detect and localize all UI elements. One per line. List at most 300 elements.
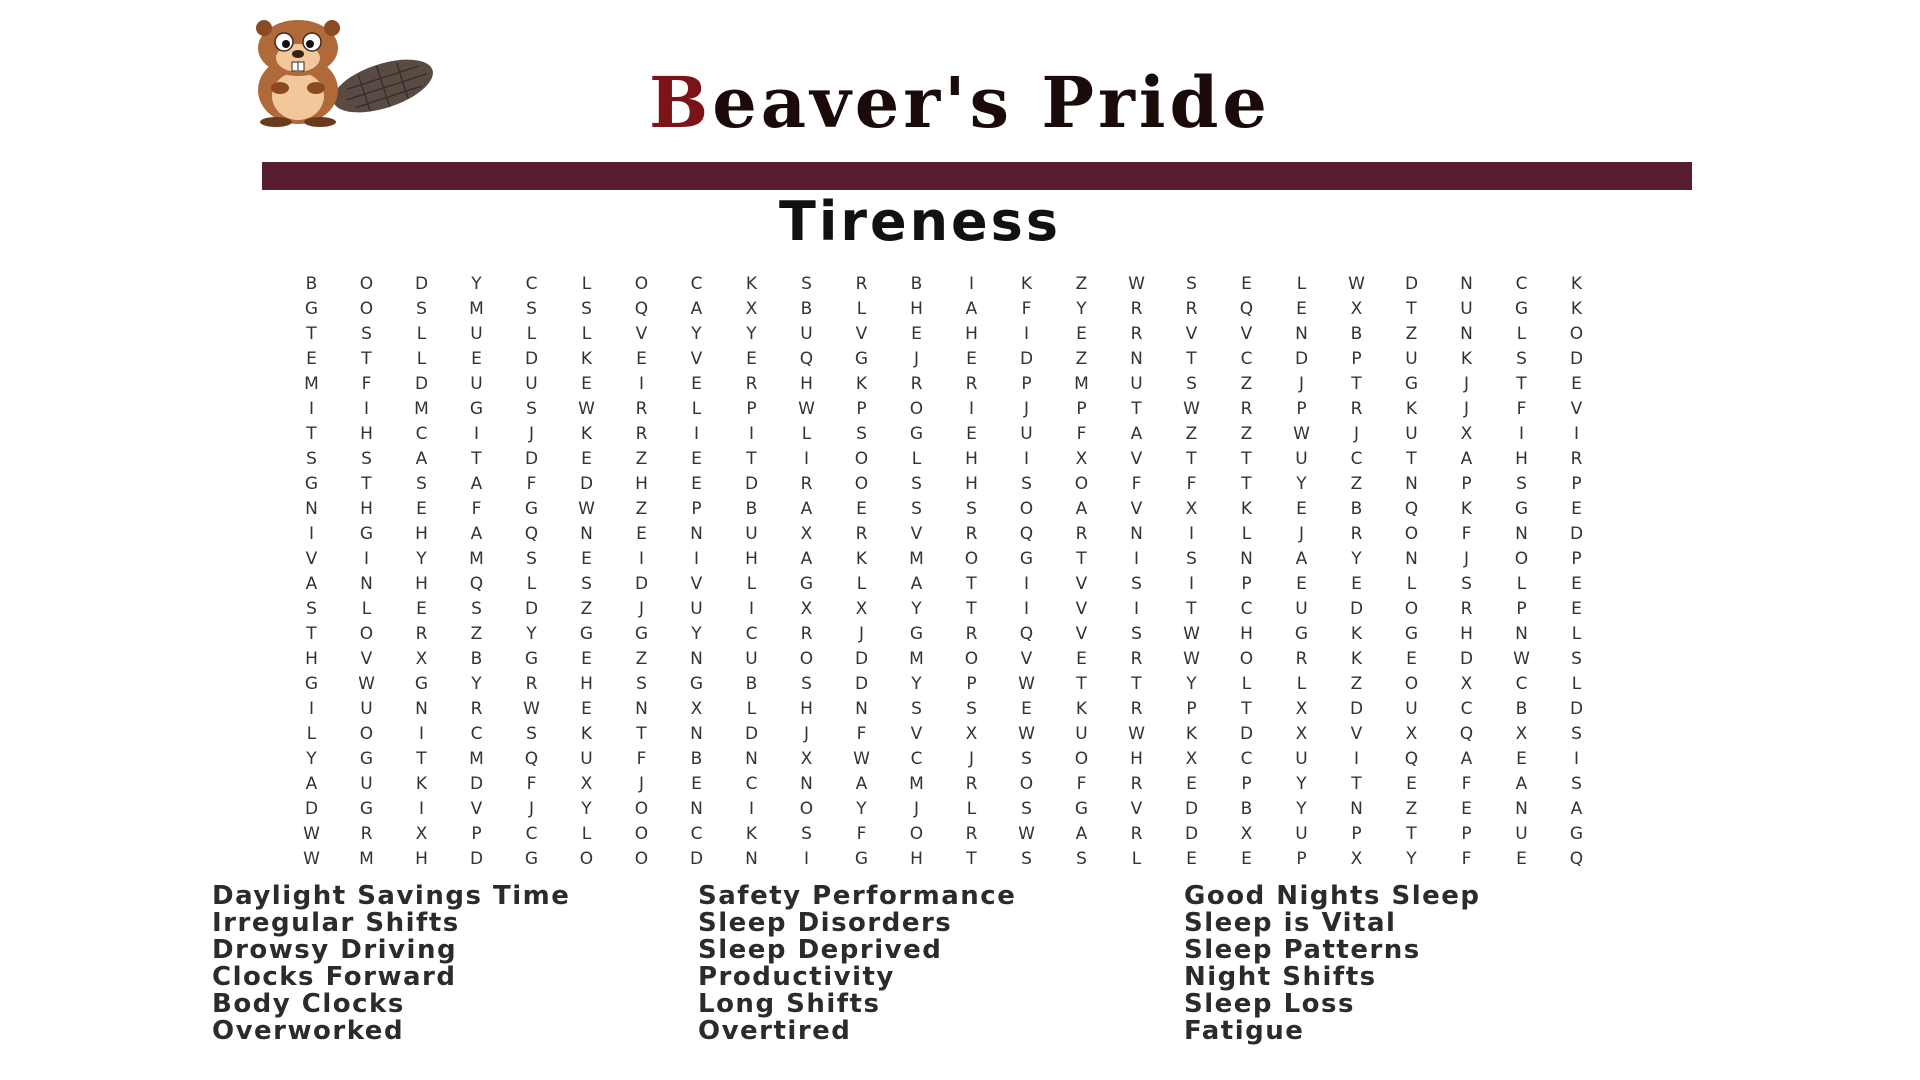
grid-letter: Y — [1296, 474, 1307, 494]
grid-letter: O — [359, 624, 374, 644]
grid-letter: A — [470, 524, 483, 544]
grid-letter: S — [526, 299, 537, 319]
grid-letter: W — [578, 499, 595, 519]
grid-letter: G — [414, 674, 429, 694]
grid-letter: S — [416, 299, 427, 319]
grid-letter: Z — [1240, 374, 1253, 394]
grid-letter: U — [745, 524, 758, 544]
grid-letter: W — [1018, 674, 1035, 694]
grid-letter: I — [308, 699, 314, 719]
brand-title — [580, 61, 1340, 144]
grid-letter: P — [966, 674, 977, 694]
grid-letter: E — [581, 374, 592, 394]
grid-letter: Y — [581, 799, 592, 819]
grid-letter: X — [1350, 849, 1363, 869]
grid-letter: L — [1131, 849, 1142, 869]
grid-letter: R — [910, 374, 923, 394]
grid-letter: O — [1514, 549, 1529, 569]
grid-letter: G — [689, 674, 704, 694]
grid-letter: W — [1018, 724, 1035, 744]
grid-letter: Y — [306, 749, 317, 769]
grid-letter: K — [855, 549, 868, 569]
grid-letter: Y — [526, 624, 537, 644]
grid-letter: G — [909, 424, 924, 444]
grid-letter: S — [581, 299, 592, 319]
grid-letter: I — [638, 549, 644, 569]
grid-letter: A — [1570, 799, 1583, 819]
grid-letter: V — [855, 324, 868, 344]
grid-letter: S — [911, 474, 922, 494]
grid-letter: O — [1074, 474, 1089, 494]
grid-letter: K — [1020, 274, 1033, 294]
grid-letter: W — [853, 749, 870, 769]
grid-letter: X — [1185, 499, 1198, 519]
grid-letter: S — [526, 399, 537, 419]
grid-letter: E — [636, 524, 647, 544]
grid-letter: L — [856, 574, 867, 594]
grid-letter: E — [1296, 499, 1307, 519]
grid-letter: H — [965, 474, 978, 494]
grid-letter: J — [858, 624, 864, 644]
grid-letter: I — [1023, 574, 1029, 594]
grid-letter: S — [306, 449, 317, 469]
grid-letter: E — [1241, 274, 1252, 294]
grid-letter: X — [415, 649, 428, 669]
grid-letter: T — [361, 349, 372, 369]
grid-letter: N — [1460, 274, 1473, 294]
grid-letter: U — [690, 599, 703, 619]
grid-letter: Z — [635, 449, 648, 469]
grid-letter: L — [1241, 524, 1252, 544]
grid-letter: V — [1130, 499, 1143, 519]
grid-letter: S — [856, 424, 867, 444]
word-search-grid — [284, 272, 1604, 872]
word-list-item: Good Nights Sleep — [1184, 881, 1481, 911]
grid-letter: J — [1463, 549, 1469, 569]
grid-letter: L — [1241, 674, 1252, 694]
grid-letter: A — [800, 499, 813, 519]
grid-letter: W — [578, 399, 595, 419]
grid-letter: X — [800, 599, 813, 619]
grid-letter: U — [745, 649, 758, 669]
grid-letter: X — [690, 699, 703, 719]
grid-letter: G — [1074, 799, 1089, 819]
grid-letter: R — [1130, 324, 1143, 344]
grid-letter: Q — [1019, 624, 1034, 644]
grid-letter: Y — [1296, 799, 1307, 819]
grid-letter: X — [855, 599, 868, 619]
grid-letter: K — [1460, 349, 1473, 369]
grid-letter: P — [1571, 474, 1582, 494]
grid-letter: J — [638, 599, 644, 619]
grid-letter: T — [966, 599, 977, 619]
grid-letter: T — [1351, 774, 1362, 794]
grid-letter: K — [1350, 624, 1363, 644]
grid-letter: V — [1130, 799, 1143, 819]
grid-letter: S — [911, 699, 922, 719]
grid-letter: X — [1515, 724, 1528, 744]
grid-letter: F — [1461, 524, 1472, 544]
grid-letter: A — [470, 474, 483, 494]
grid-letter: J — [638, 774, 644, 794]
grid-letter: L — [801, 424, 812, 444]
grid-letter: V — [690, 349, 703, 369]
grid-letter: F — [1461, 849, 1472, 869]
grid-letter: R — [1130, 649, 1143, 669]
grid-letter: V — [305, 549, 318, 569]
grid-letter: Y — [691, 324, 702, 344]
beaver-mascot-icon — [218, 18, 438, 128]
grid-letter: A — [1460, 749, 1473, 769]
grid-letter: L — [966, 799, 977, 819]
grid-letter: R — [745, 374, 758, 394]
grid-letter: Y — [1186, 674, 1197, 694]
grid-letter: O — [1404, 674, 1419, 694]
grid-letter: D — [1019, 349, 1034, 369]
grid-letter: L — [691, 399, 702, 419]
grid-letter: T — [306, 324, 317, 344]
grid-letter: P — [1516, 599, 1527, 619]
grid-letter: L — [1296, 274, 1307, 294]
grid-letter: J — [913, 799, 919, 819]
grid-letter: A — [910, 574, 923, 594]
grid-letter: Y — [1296, 774, 1307, 794]
grid-letter: X — [1295, 724, 1308, 744]
grid-letter: W — [358, 674, 375, 694]
grid-letter: R — [800, 624, 813, 644]
grid-letter: I — [1023, 599, 1029, 619]
grid-letter: N — [1130, 349, 1143, 369]
grid-letter: E — [691, 449, 702, 469]
grid-letter: C — [690, 824, 703, 844]
grid-letter: Z — [580, 599, 593, 619]
grid-letter: F — [526, 474, 537, 494]
grid-letter: K — [1240, 499, 1253, 519]
grid-letter: K — [580, 724, 593, 744]
grid-letter: G — [1404, 374, 1419, 394]
grid-letter: T — [471, 449, 482, 469]
grid-letter: I — [803, 849, 809, 869]
grid-letter: T — [306, 424, 317, 444]
grid-letter: D — [744, 474, 759, 494]
grid-letter: E — [746, 349, 757, 369]
grid-letter: J — [1023, 399, 1029, 419]
grid-letter: V — [635, 324, 648, 344]
grid-letter: F — [1076, 424, 1087, 444]
grid-letter: Q — [1019, 524, 1034, 544]
grid-letter: A — [1515, 774, 1528, 794]
grid-letter: K — [1405, 399, 1418, 419]
grid-letter: E — [1516, 849, 1527, 869]
grid-letter: L — [416, 324, 427, 344]
grid-letter: L — [581, 824, 592, 844]
grid-letter: V — [1020, 649, 1033, 669]
grid-letter: T — [1351, 374, 1362, 394]
grid-letter: X — [800, 524, 813, 544]
grid-letter: R — [1295, 649, 1308, 669]
grid-letter: P — [1351, 349, 1362, 369]
grid-letter: O — [359, 299, 374, 319]
grid-letter: H — [910, 299, 923, 319]
grid-letter: T — [416, 749, 427, 769]
grid-letter: N — [305, 499, 318, 519]
grid-letter: D — [1184, 824, 1199, 844]
grid-letter: K — [1570, 299, 1583, 319]
grid-letter: O — [1239, 649, 1254, 669]
grid-letter: H — [1515, 449, 1528, 469]
grid-letter: T — [746, 449, 757, 469]
grid-letter: E — [1186, 774, 1197, 794]
word-list-item: Overtired — [698, 1016, 852, 1046]
grid-letter: D — [854, 649, 869, 669]
grid-letter: I — [968, 274, 974, 294]
grid-letter: N — [690, 649, 703, 669]
grid-letter: S — [306, 599, 317, 619]
grid-letter: E — [691, 374, 702, 394]
grid-letter: W — [1183, 649, 1200, 669]
grid-letter: U — [1405, 424, 1418, 444]
grid-letter: I — [418, 799, 424, 819]
word-list-item: Irregular Shifts — [212, 908, 460, 938]
grid-letter: P — [1021, 374, 1032, 394]
word-list-item: Sleep Loss — [1184, 989, 1355, 1019]
word-list-item: Fatigue — [1184, 1016, 1305, 1046]
grid-letter: Y — [856, 799, 867, 819]
word-list-item: Daylight Savings Time — [212, 881, 571, 911]
grid-letter: J — [528, 424, 534, 444]
grid-letter: X — [1240, 824, 1253, 844]
grid-letter: M — [469, 549, 484, 569]
grid-letter: S — [1131, 624, 1142, 644]
grid-letter: I — [1188, 574, 1194, 594]
grid-letter: F — [1131, 474, 1142, 494]
grid-letter: H — [415, 524, 428, 544]
grid-letter: L — [1296, 674, 1307, 694]
grid-letter: L — [306, 724, 317, 744]
grid-letter: T — [1076, 549, 1087, 569]
grid-letter: T — [1076, 674, 1087, 694]
grid-letter: R — [1185, 299, 1198, 319]
grid-letter: R — [965, 774, 978, 794]
grid-letter: Z — [1075, 274, 1088, 294]
grid-letter: F — [361, 374, 372, 394]
grid-letter: C — [470, 724, 483, 744]
grid-letter: Z — [1075, 349, 1088, 369]
grid-letter: V — [1075, 599, 1088, 619]
puzzle-title: Tireness — [779, 190, 1061, 253]
grid-letter: R — [800, 474, 813, 494]
grid-letter: I — [803, 449, 809, 469]
grid-letter: U — [1515, 824, 1528, 844]
grid-letter: I — [1188, 524, 1194, 544]
grid-letter: W — [523, 699, 540, 719]
grid-letter: Q — [524, 749, 539, 769]
grid-letter: T — [636, 724, 647, 744]
grid-letter: C — [910, 749, 923, 769]
word-list-item: Safety Performance — [698, 881, 1017, 911]
grid-letter: J — [1298, 524, 1304, 544]
grid-letter: N — [1515, 624, 1528, 644]
grid-letter: C — [690, 274, 703, 294]
grid-letter: G — [1569, 824, 1584, 844]
grid-letter: E — [1516, 749, 1527, 769]
grid-letter: G — [634, 624, 649, 644]
grid-letter: S — [416, 474, 427, 494]
grid-letter: H — [360, 424, 373, 444]
grid-letter: V — [910, 724, 923, 744]
grid-letter: E — [691, 774, 702, 794]
grid-letter: M — [909, 774, 924, 794]
grid-letter: U — [1295, 449, 1308, 469]
grid-letter: B — [1350, 499, 1363, 519]
grid-letter: L — [856, 299, 867, 319]
grid-letter: D — [414, 374, 429, 394]
grid-letter: E — [911, 324, 922, 344]
grid-letter: H — [965, 324, 978, 344]
grid-letter: O — [634, 849, 649, 869]
grid-letter: D — [854, 674, 869, 694]
grid-letter: X — [1185, 749, 1198, 769]
grid-letter: T — [1186, 349, 1197, 369]
grid-letter: Q — [1459, 724, 1474, 744]
grid-letter: L — [361, 599, 372, 619]
grid-letter: Y — [1406, 849, 1417, 869]
grid-letter: T — [1131, 399, 1142, 419]
grid-letter: Z — [1350, 474, 1363, 494]
grid-letter: V — [1350, 724, 1363, 744]
grid-letter: D — [1349, 699, 1364, 719]
grid-letter: T — [966, 574, 977, 594]
grid-letter: R — [965, 624, 978, 644]
grid-letter: P — [1241, 774, 1252, 794]
grid-letter: P — [1296, 849, 1307, 869]
grid-letter: H — [800, 374, 813, 394]
grid-letter: F — [1021, 299, 1032, 319]
grid-letter: S — [1131, 574, 1142, 594]
grid-letter: L — [416, 349, 427, 369]
grid-letter: N — [1515, 799, 1528, 819]
grid-letter: Z — [1350, 674, 1363, 694]
word-list-item: Overworked — [212, 1016, 405, 1046]
grid-letter: U — [360, 699, 373, 719]
grid-letter: E — [1076, 324, 1087, 344]
grid-letter: X — [1350, 299, 1363, 319]
grid-letter: S — [1516, 349, 1527, 369]
grid-letter: B — [800, 299, 813, 319]
word-list-item: Drowsy Driving — [212, 935, 458, 965]
grid-letter: O — [579, 849, 594, 869]
grid-letter: O — [634, 274, 649, 294]
grid-letter: W — [1128, 724, 1145, 744]
grid-letter: T — [1406, 824, 1417, 844]
grid-letter: E — [1571, 499, 1582, 519]
grid-letter: D — [524, 599, 539, 619]
grid-letter: W — [1348, 274, 1365, 294]
grid-letter: P — [1351, 824, 1362, 844]
grid-letter: M — [304, 374, 319, 394]
grid-letter: S — [1021, 799, 1032, 819]
grid-letter: I — [363, 549, 369, 569]
grid-letter: S — [801, 824, 812, 844]
grid-letter: E — [966, 349, 977, 369]
grid-letter: T — [1241, 474, 1252, 494]
grid-letter: D — [744, 724, 759, 744]
grid-letter: F — [856, 824, 867, 844]
grid-letter: G — [1514, 299, 1529, 319]
grid-letter: I — [1353, 749, 1359, 769]
grid-letter: G — [469, 399, 484, 419]
grid-letter: R — [1240, 399, 1253, 419]
grid-letter: B — [910, 274, 923, 294]
grid-letter: V — [1570, 399, 1583, 419]
grid-letter: F — [471, 499, 482, 519]
grid-letter: O — [1019, 499, 1034, 519]
grid-letter: P — [746, 399, 757, 419]
grid-letter: A — [855, 774, 868, 794]
grid-letter: K — [1570, 274, 1583, 294]
grid-letter: C — [525, 824, 538, 844]
grid-letter: J — [803, 724, 809, 744]
grid-letter: B — [1515, 699, 1528, 719]
grid-letter: E — [1406, 649, 1417, 669]
grid-letter: F — [1461, 774, 1472, 794]
grid-letter: K — [745, 824, 758, 844]
grid-letter: X — [1075, 449, 1088, 469]
grid-letter: U — [1075, 724, 1088, 744]
grid-letter: W — [1183, 399, 1200, 419]
grid-letter: R — [965, 824, 978, 844]
grid-letter: E — [1296, 574, 1307, 594]
grid-letter: S — [1076, 849, 1087, 869]
grid-letter: R — [855, 274, 868, 294]
grid-letter: P — [1296, 399, 1307, 419]
grid-letter: L — [1571, 674, 1582, 694]
grid-letter: D — [1459, 649, 1474, 669]
grid-letter: Z — [1405, 799, 1418, 819]
grid-letter: M — [414, 399, 429, 419]
grid-letter: S — [1571, 774, 1582, 794]
grid-letter: R — [1460, 599, 1473, 619]
grid-letter: S — [966, 699, 977, 719]
grid-letter: N — [800, 774, 813, 794]
grid-letter: H — [580, 674, 593, 694]
grid-letter: I — [693, 424, 699, 444]
grid-letter: P — [691, 499, 702, 519]
grid-letter: Z — [635, 649, 648, 669]
grid-letter: C — [1460, 699, 1473, 719]
grid-letter: Q — [1239, 299, 1254, 319]
grid-letter: K — [1075, 699, 1088, 719]
grid-letter: E — [416, 499, 427, 519]
grid-letter: M — [469, 749, 484, 769]
grid-letter: Z — [470, 624, 483, 644]
grid-letter: N — [690, 524, 703, 544]
grid-letter: M — [359, 849, 374, 869]
grid-letter: E — [1406, 774, 1417, 794]
grid-letter: L — [746, 699, 757, 719]
grid-letter: R — [1350, 399, 1363, 419]
grid-letter: H — [1240, 624, 1253, 644]
grid-letter: M — [909, 549, 924, 569]
grid-letter: R — [415, 624, 428, 644]
grid-letter: Z — [635, 499, 648, 519]
grid-letter: U — [1405, 699, 1418, 719]
grid-letter: S — [966, 499, 977, 519]
grid-letter: Q — [634, 299, 649, 319]
grid-letter: G — [304, 299, 319, 319]
grid-letter: W — [1513, 649, 1530, 669]
grid-letter: K — [1350, 649, 1363, 669]
